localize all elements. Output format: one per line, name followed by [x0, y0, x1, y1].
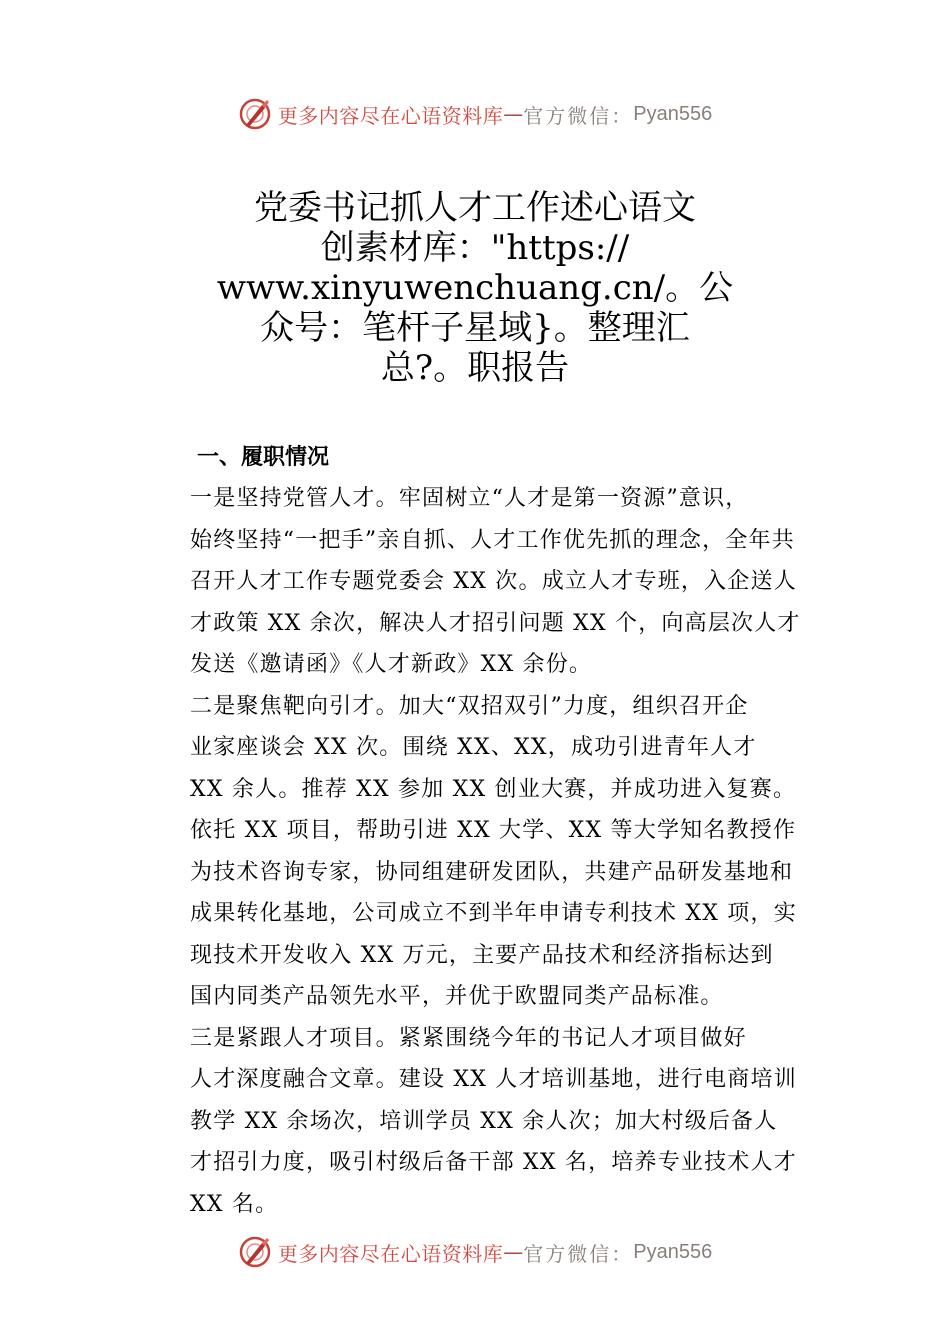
title-line: 创素材库："https:// [320, 228, 630, 268]
pen-logo-icon [238, 97, 272, 131]
watermark-dash: — [503, 102, 524, 126]
watermark-wechat-id: Pyan556 [633, 102, 713, 125]
title-line: 总?。职报告 [380, 348, 570, 388]
pen-logo-icon [238, 1235, 272, 1269]
text-line: 召开人才工作专题党委会 XX 次。成立人才专班，入企送人 [190, 569, 797, 594]
text-line: 才招引力度，吸引村级后备干部 XX 名，培养专业技术人才 [190, 1150, 797, 1175]
document-title [200, 188, 750, 388]
paragraph [146, 478, 806, 686]
title-line: 众号：笔杆子星域}。整理汇 [260, 308, 690, 348]
text-line: 二是聚焦靶向引才。加大“双招双引”力度，组织召开企 [190, 693, 749, 719]
text-line: 依托 XX 项目，帮助引进 XX 大学、XX 等大学知名教授作 [190, 818, 797, 843]
text-line: 业家座谈会 XX 次。围绕 XX、XX，成功引进青年人才 [190, 735, 757, 760]
document-body [146, 478, 806, 1225]
watermark-dash: — [503, 1240, 524, 1264]
text-line: 一是坚持党管人才。牢固树立“人才是第一资源”意识， [190, 486, 749, 511]
text-line: 人才深度融合文章。建设 XX 人才培训基地，进行电商培训 [190, 1067, 797, 1092]
watermark-banner-bottom [0, 1232, 950, 1272]
watermark-text: 更多内容尽在心语资料库 [277, 1241, 504, 1266]
paragraph [146, 686, 806, 1018]
text-line: 才政策 XX 余次，解决人才招引问题 XX 个，向高层次人才 [190, 610, 801, 636]
watermark-text: 更多内容尽在心语资料库 [277, 103, 504, 128]
text-line: XX 余人。推荐 XX 参加 XX 创业大赛，并成功进入复赛。 [190, 776, 797, 802]
watermark-wechat-label: 官方微信： [523, 1241, 634, 1266]
text-line: 成果转化基地，公司成立不到半年申请专利技术 XX 项，实 [190, 901, 797, 926]
watermark-banner-top [0, 94, 950, 134]
paragraph [146, 1018, 806, 1226]
text-line: 始终坚持“一把手”亲自抓、人才工作优先抓的理念，全年共 [190, 527, 795, 553]
section-heading: 一、履职情况 [197, 445, 330, 470]
text-line: 国内同类产品领先水平，并优于欧盟同类产品标准。 [190, 984, 724, 1009]
text-line: 现技术开发收入 XX 万元，主要产品技术和经济指标达到 [190, 942, 774, 968]
watermark-wechat-label: 官方微信： [523, 103, 634, 128]
text-line: XX 名。 [190, 1191, 279, 1217]
watermark-wechat-id: Pyan556 [633, 1240, 713, 1263]
text-line: 发送《邀请函》《人才新政》XX 余份。 [190, 652, 593, 677]
text-line: 三是紧跟人才项目。紧紧围绕今年的书记人才项目做好 [190, 1025, 747, 1051]
title-line: 党委书记抓人才工作述心语文 [254, 188, 696, 228]
text-line: 教学 XX 余场次，培训学员 XX 余人次；加大村级后备人 [190, 1108, 778, 1134]
title-line: www.xinyuwenchuang.cn/。公 [216, 268, 734, 308]
text-line: 为技术咨询专家，协同组建研发团队，共建产品研发基地和 [190, 859, 794, 885]
